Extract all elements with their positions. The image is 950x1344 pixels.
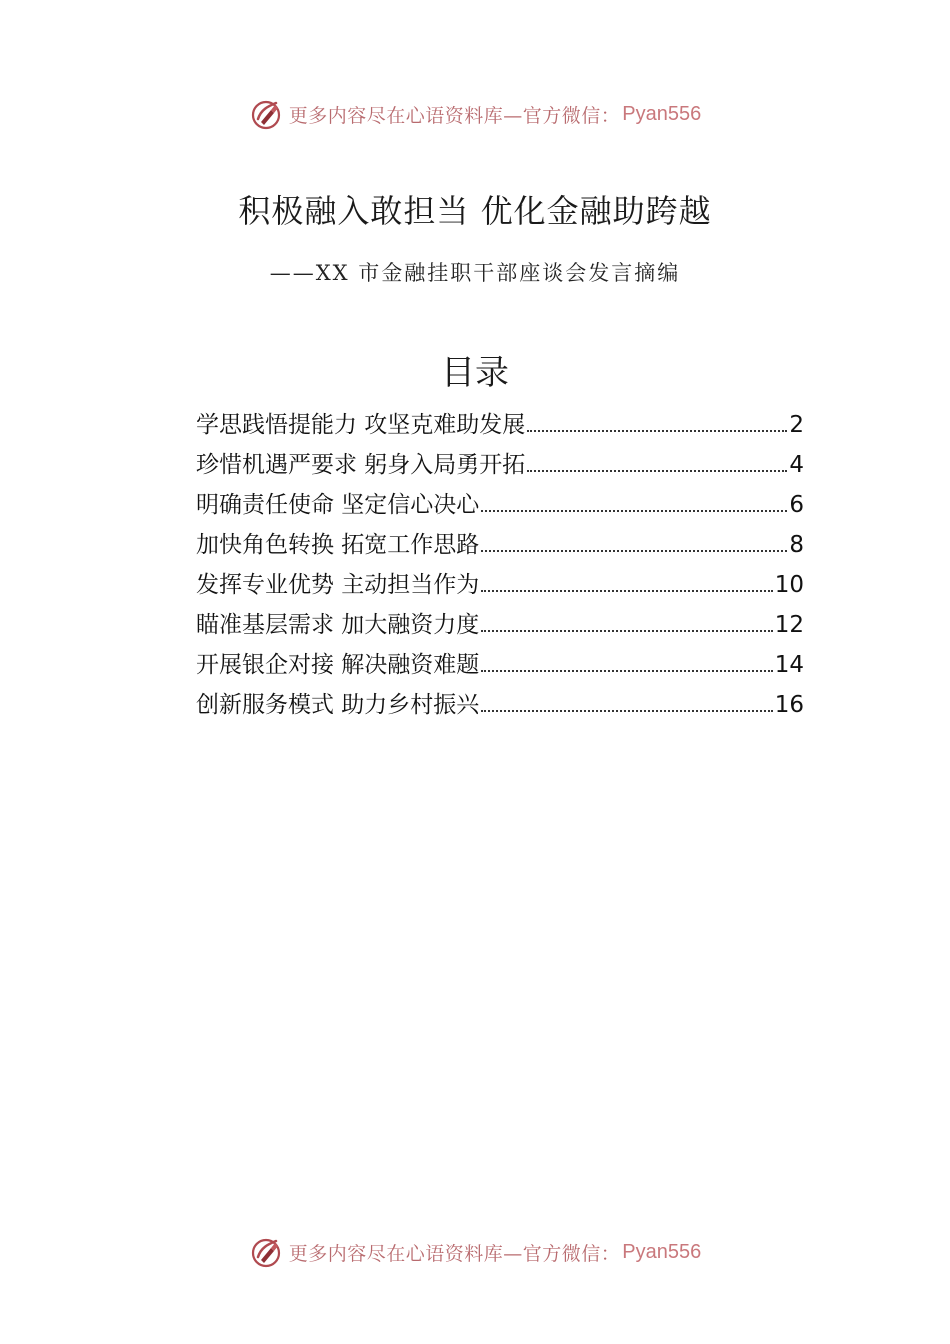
toc-leader-dots bbox=[481, 630, 772, 632]
toc-entry-page: 14 bbox=[774, 652, 804, 678]
toc-leader-dots bbox=[481, 590, 772, 592]
toc-leader-dots bbox=[481, 550, 787, 552]
toc-entry-page: 4 bbox=[789, 452, 804, 478]
toc-entry[interactable] bbox=[196, 486, 804, 526]
banner-text: 更多内容尽在心语资料库—官方微信： bbox=[288, 1242, 621, 1265]
toc-entry-title: 发挥专业优势 主动担当作为 bbox=[196, 572, 480, 598]
banner-wechat-id: Pyan556 bbox=[622, 102, 702, 125]
document-subtitle: ——XX 市金融挂职干部座谈会发言摘编 bbox=[269, 261, 681, 285]
table-of-contents bbox=[196, 406, 804, 726]
header-banner bbox=[0, 94, 950, 134]
toc-leader-dots bbox=[481, 710, 772, 712]
banner-wechat-id: Pyan556 bbox=[622, 1240, 702, 1263]
toc-leader-dots bbox=[527, 430, 787, 432]
toc-entry[interactable] bbox=[196, 566, 804, 606]
toc-entry-title: 开展银企对接 解决融资难题 bbox=[196, 652, 480, 678]
pen-seal-logo-icon bbox=[249, 97, 283, 131]
footer-banner bbox=[0, 1232, 950, 1272]
document-title: 积极融入敢担当 优化金融助跨越 bbox=[238, 192, 712, 230]
toc-entry[interactable] bbox=[196, 686, 804, 726]
pen-seal-logo-icon bbox=[249, 1235, 283, 1269]
toc-entry[interactable] bbox=[196, 446, 804, 486]
toc-entry-title: 珍惜机遇严要求 躬身入局勇开拓 bbox=[196, 452, 526, 478]
toc-heading: 目录 bbox=[441, 353, 509, 393]
toc-entry-title: 学思践悟提能力 攻坚克难助发展 bbox=[196, 412, 526, 438]
toc-entry[interactable] bbox=[196, 406, 804, 446]
toc-entry-page: 12 bbox=[774, 612, 804, 638]
toc-leader-dots bbox=[481, 510, 787, 512]
banner-text: 更多内容尽在心语资料库—官方微信： bbox=[288, 104, 621, 127]
toc-entry-title: 创新服务模式 助力乡村振兴 bbox=[196, 692, 480, 718]
toc-entry-title: 加快角色转换 拓宽工作思路 bbox=[196, 532, 480, 558]
toc-entry-page: 8 bbox=[789, 532, 804, 558]
toc-entry-page: 6 bbox=[789, 492, 804, 518]
toc-entry-title: 明确责任使命 坚定信心决心 bbox=[196, 492, 480, 518]
toc-leader-dots bbox=[481, 670, 772, 672]
toc-entry[interactable] bbox=[196, 526, 804, 566]
toc-entry[interactable] bbox=[196, 606, 804, 646]
toc-entry[interactable] bbox=[196, 646, 804, 686]
toc-leader-dots bbox=[527, 470, 787, 472]
toc-entry-page: 16 bbox=[774, 692, 804, 718]
toc-entry-title: 瞄准基层需求 加大融资力度 bbox=[196, 612, 480, 638]
toc-entry-page: 10 bbox=[774, 572, 804, 598]
toc-entry-page: 2 bbox=[789, 412, 804, 438]
